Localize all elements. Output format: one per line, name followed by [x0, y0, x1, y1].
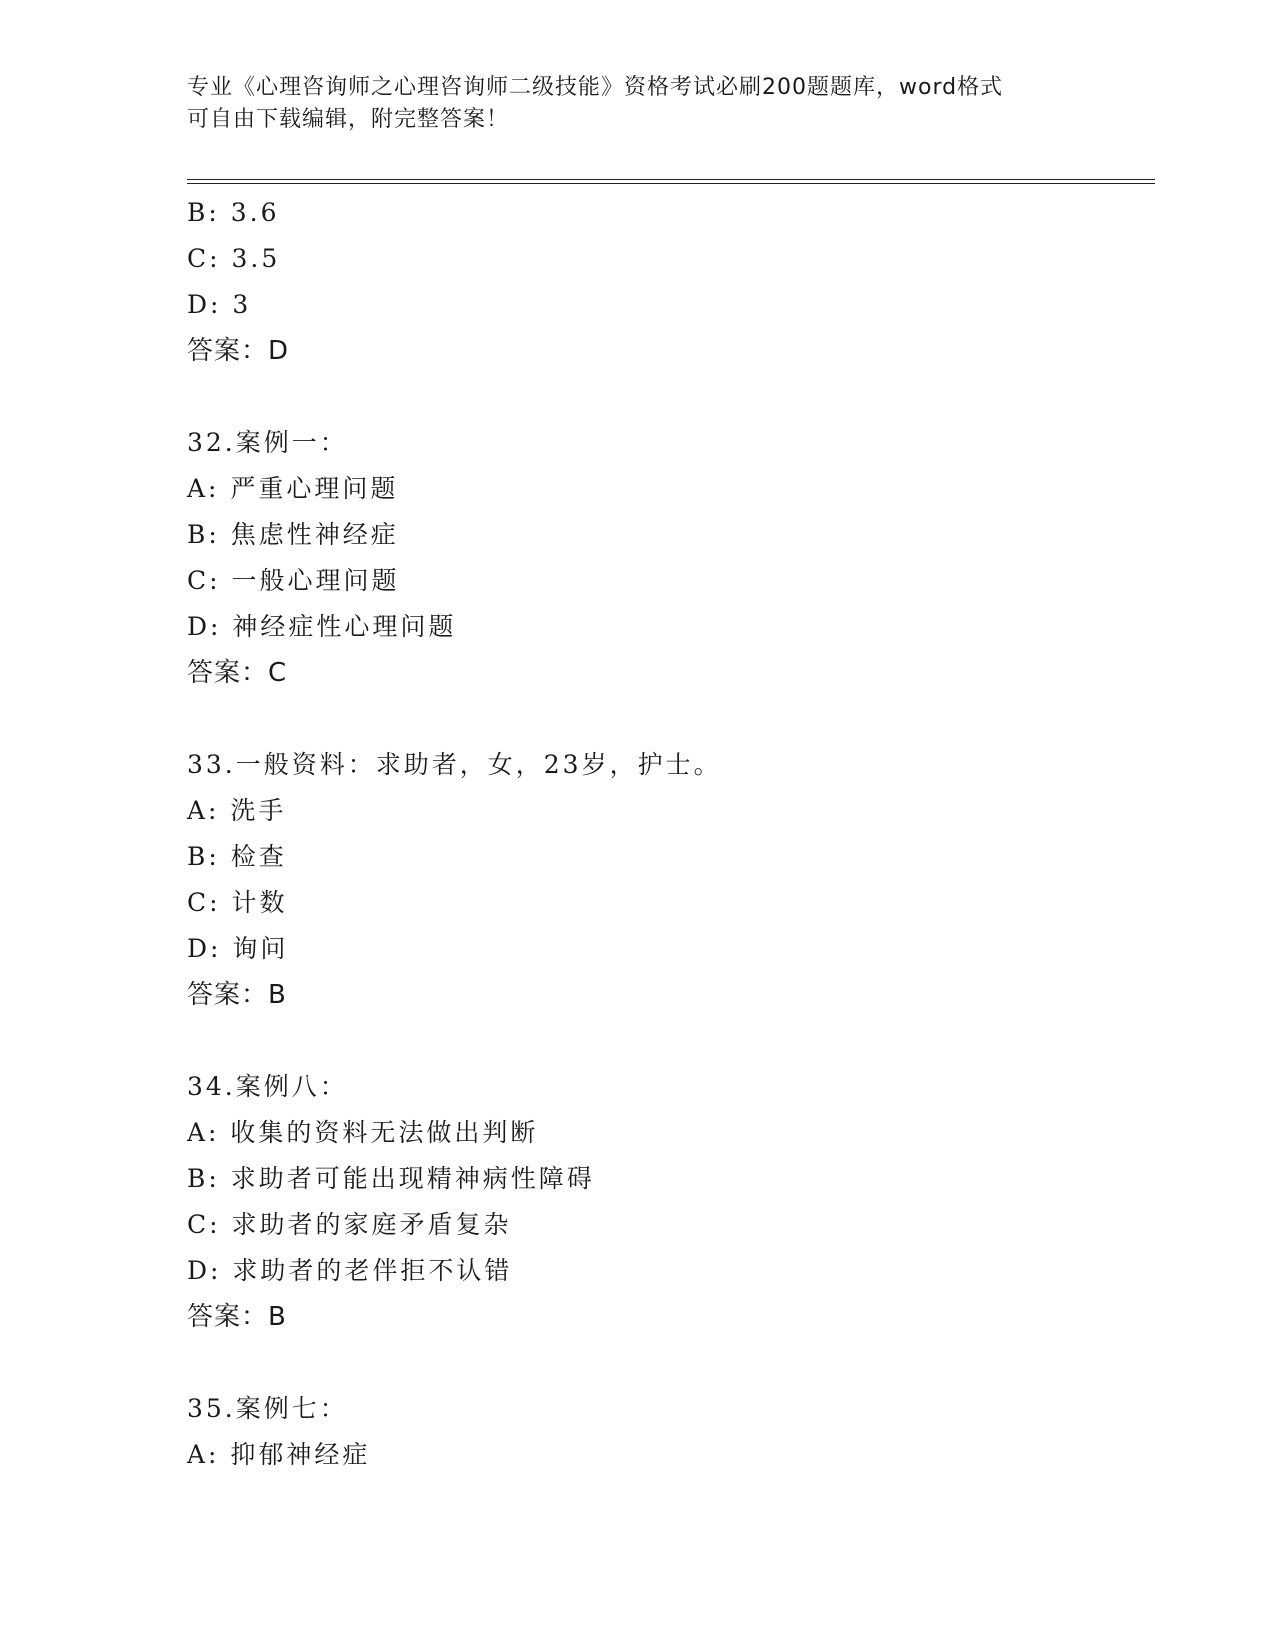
question-title: 34.案例八： — [187, 1072, 348, 1101]
question-block-32 — [187, 420, 1147, 696]
option-a: A: 洗手 — [187, 796, 287, 825]
option-d: D: 求助者的老伴拒不认错 — [187, 1256, 513, 1285]
option-c: C: 3.5 — [187, 244, 281, 273]
question-block-31 — [187, 190, 1147, 374]
option-a: A: 严重心理问题 — [187, 474, 399, 503]
question-title: 35.案例七： — [187, 1394, 348, 1423]
answer-line: 答案：B — [187, 1302, 287, 1332]
answer-line: 答案：B — [187, 980, 287, 1010]
option-c: C: 一般心理问题 — [187, 566, 400, 595]
header-divider-top — [187, 179, 1155, 180]
option-d: D: 询问 — [187, 934, 289, 963]
option-a: A: 抑郁神经症 — [187, 1440, 371, 1469]
option-d: D: 神经症性心理问题 — [187, 612, 457, 641]
document-header — [187, 72, 1087, 136]
option-b: B: 3.6 — [187, 198, 280, 227]
question-block-33 — [187, 742, 1147, 1018]
question-block-35 — [187, 1386, 1147, 1478]
question-title: 32.案例一： — [187, 428, 348, 457]
spacer — [187, 374, 1147, 420]
spacer — [187, 1340, 1147, 1386]
question-list — [187, 190, 1147, 1478]
header-title-line-1: 专业《心理咨询师之心理咨询师二级技能》资格考试必刷200题题库，word格式 — [187, 75, 1004, 100]
answer-line: 答案：D — [187, 336, 290, 366]
option-b: B: 焦虑性神经症 — [187, 520, 399, 549]
spacer — [187, 1018, 1147, 1064]
option-b: B: 求助者可能出现精神病性障碍 — [187, 1164, 595, 1193]
question-block-34 — [187, 1064, 1147, 1340]
answer-line: 答案：C — [187, 658, 288, 688]
question-title: 33.一般资料：求助者，女，23岁，护士。 — [187, 750, 722, 779]
option-c: C: 求助者的家庭矛盾复杂 — [187, 1210, 512, 1239]
header-title-line-2: 可自由下载编辑，附完整答案！ — [187, 107, 510, 132]
header-divider-bottom — [187, 183, 1155, 184]
option-a: A: 收集的资料无法做出判断 — [187, 1118, 539, 1147]
option-c: C: 计数 — [187, 888, 288, 917]
spacer — [187, 696, 1147, 742]
option-b: B: 检查 — [187, 842, 287, 871]
option-d: D: 3 — [187, 290, 252, 319]
